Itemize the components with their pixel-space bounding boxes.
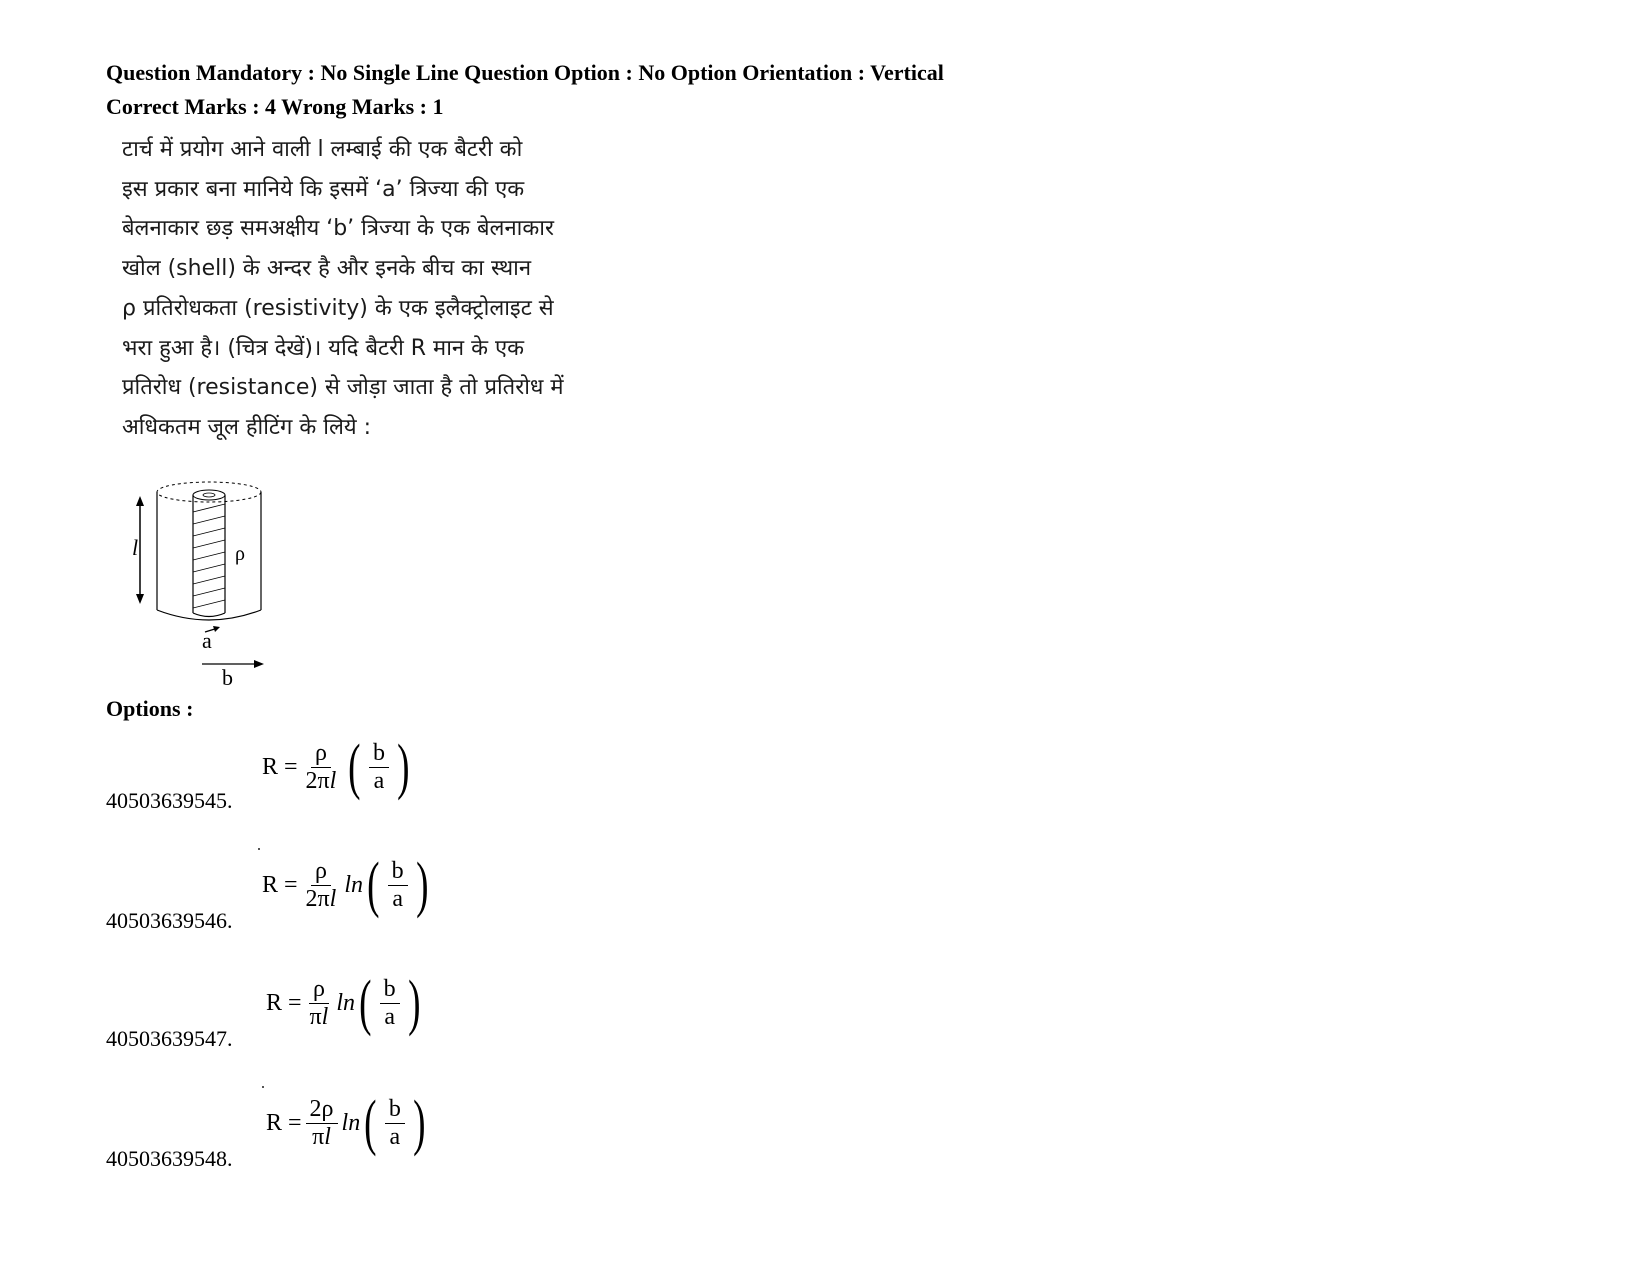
question-line: टार्च में प्रयोग आने वाली l लम्बाई की एक बैटरी को	[122, 137, 523, 162]
option-formula[interactable]	[266, 969, 424, 1037]
question-text	[122, 130, 622, 448]
question-meta-line-1: Question Mandatory : No Single Line Question Option : No Option Orientation : Vertical	[106, 60, 944, 85]
battery-cylinder-figure	[122, 470, 272, 690]
ratio-denominator: a	[392, 885, 403, 912]
option-id: 40503639546.	[106, 908, 233, 933]
coefficient-fraction	[302, 740, 341, 794]
options-label: Options :	[106, 696, 194, 721]
question-line: खोल (shell) के अन्दर है और इनके बीच का स्थान	[122, 256, 532, 282]
radius-a-label: a	[202, 628, 212, 653]
scan-artifact-dot	[258, 848, 260, 850]
fraction-numerator: ρ	[309, 976, 329, 1003]
option-id: 40503639547.	[106, 1026, 233, 1051]
ln-label: ln	[344, 871, 364, 898]
option-formula[interactable]	[262, 733, 414, 801]
fraction-denominator: 2πl	[305, 767, 337, 794]
question-meta-line-2: Correct Marks : 4 Wrong Marks : 1	[106, 94, 444, 119]
option-id: 40503639548.	[106, 1146, 233, 1171]
resistivity-label: ρ	[235, 543, 245, 565]
fraction-numerator: 2ρ	[306, 1096, 338, 1123]
ratio-numerator: b	[380, 976, 400, 1003]
ratio-parenthesis: ( $\frac{b}{a}$ )	[367, 851, 429, 919]
question-line: बेलनाकार छड़ समअक्षीय ‘b’ त्रिज्या के एक बेलनाकार	[122, 216, 554, 242]
question-line: भरा हुआ है। (चित्र देखें)। यदि बैटरी R मान के एक	[122, 335, 525, 361]
ratio-numerator: b	[369, 740, 389, 767]
ratio-denominator: a	[389, 1123, 401, 1150]
coefficient-fraction	[306, 976, 333, 1030]
ratio-numerator: b	[388, 858, 408, 885]
radius-b-label: b	[222, 665, 233, 690]
fraction-denominator: 2πl	[305, 885, 337, 912]
fraction-numerator: ρ	[311, 740, 331, 767]
ratio-parenthesis: ( $\frac{b}{a}$ )	[364, 1089, 426, 1157]
fraction-numerator: ρ	[311, 858, 331, 885]
question-line: प्रतिरोध (resistance) से जोड़ा जाता है तो प्रतिरोध में	[122, 375, 564, 401]
formula-lhs: R =	[262, 871, 298, 898]
length-label: l	[132, 535, 139, 560]
ratio-parenthesis: ( $\frac{b}{a}$ )	[348, 733, 410, 801]
question-line: इस प्रकार बना मानिये कि इसमें ‘a’ त्रिज्या की एक	[122, 176, 525, 202]
question-line: ρ प्रतिरोधकता (resistivity) के एक इलैक्ट्रोलाइट से	[122, 295, 554, 321]
ln-label: ln	[336, 989, 356, 1016]
fraction-denominator: πl	[312, 1123, 331, 1150]
fraction-denominator: πl	[309, 1003, 329, 1030]
option-id: 40503639545.	[106, 788, 233, 813]
ratio-parenthesis: ( $\frac{b}{a}$ )	[359, 969, 421, 1037]
ratio-numerator: b	[385, 1096, 405, 1123]
formula-lhs: R =	[266, 1109, 302, 1136]
ratio-denominator: a	[384, 1003, 395, 1030]
scan-artifact-dot	[262, 1086, 264, 1088]
option-formula[interactable]	[266, 1089, 430, 1157]
option-formula[interactable]	[262, 851, 432, 919]
question-line: अधिकतम जूल हीटिंग के लिये :	[122, 414, 372, 440]
coefficient-fraction	[302, 858, 341, 912]
ln-label: ln	[341, 1109, 361, 1136]
ratio-denominator: a	[373, 767, 385, 794]
formula-lhs: R =	[266, 989, 302, 1016]
formula-lhs: R =	[262, 753, 298, 780]
coefficient-fraction	[306, 1096, 338, 1150]
